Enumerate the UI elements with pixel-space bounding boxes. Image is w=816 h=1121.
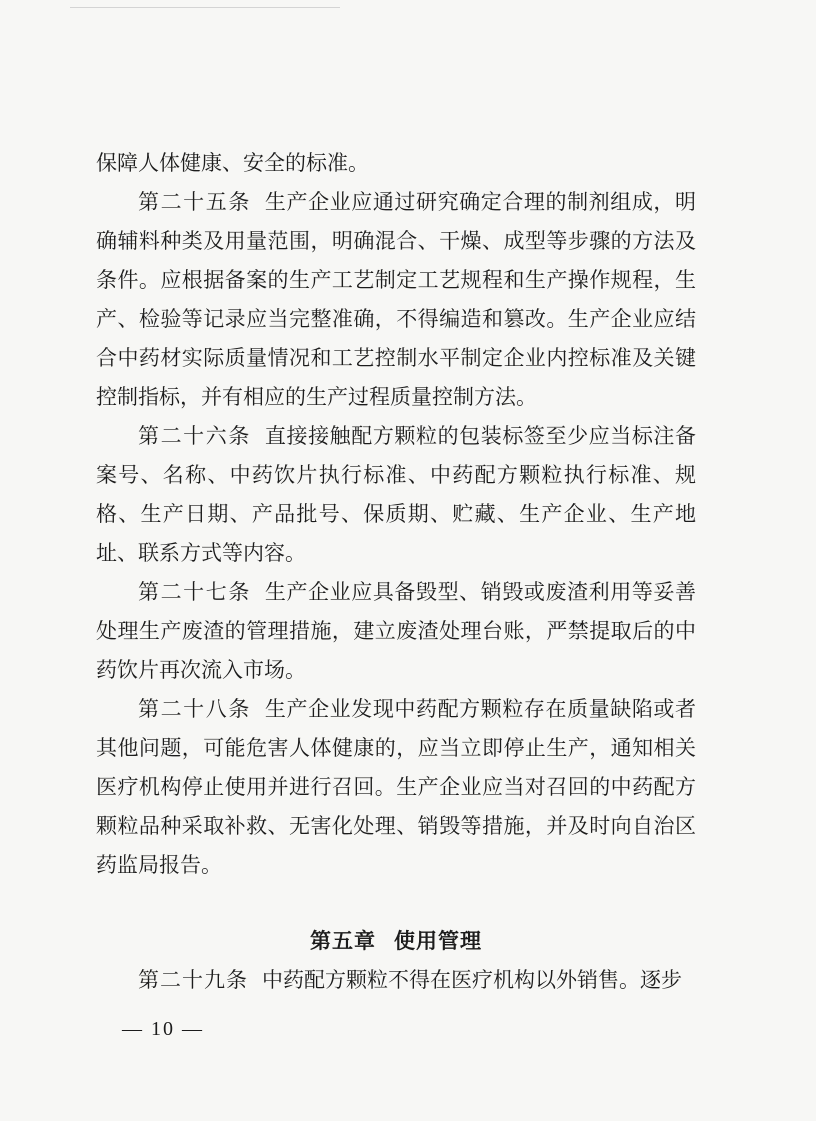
article-25 bbox=[96, 183, 696, 417]
article-28 bbox=[96, 690, 696, 885]
chapter-heading bbox=[96, 922, 696, 961]
article-title: 第二十六条 bbox=[138, 424, 251, 448]
article-text: 生产企业应具备毁型、销毁或废渣利用等妥善处理生产废渣的管理措施，建立废渣处理台账，严禁提取后的中药饮片再次流入市场。 bbox=[96, 580, 697, 682]
article-title: 第二十七条 bbox=[138, 580, 251, 604]
article-29 bbox=[96, 961, 696, 1000]
document-page bbox=[96, 144, 696, 1000]
article-title: 第二十五条 bbox=[138, 190, 251, 214]
article-title: 第二十八条 bbox=[138, 697, 251, 721]
chapter-name: 使用管理 bbox=[394, 929, 482, 953]
article-text: 直接接触配方颗粒的包装标签至少应当标注备案号、名称、中药饮片执行标准、中药配方颗粒执行标准、规格、生产日期、产品批号、保质期、贮藏、生产企业、生产地址、联系方式等内容。 bbox=[96, 424, 697, 565]
intro-line: 保障人体健康、安全的标准。 bbox=[96, 151, 369, 175]
scan-edge-line bbox=[70, 7, 340, 8]
article-text: 中药配方颗粒不得在医疗机构以外销售。逐步 bbox=[262, 968, 682, 992]
article-text: 生产企业应通过研究确定合理的制剂组成，明确辅料种类及用量范围，明确混合、干燥、成型等步骤的方法及条件。应根据备案的生产工艺制定工艺规程和生产操作规程，生产、检验等记录应当完整准确，不得编造和篡改。生产企业应结合中药材实际质量情况和工艺控制水平制定企业内控标准及关键控制指标，并有相应的生产过程质量控制方法。 bbox=[96, 190, 697, 409]
article-26 bbox=[96, 417, 696, 573]
article-27 bbox=[96, 573, 696, 690]
article-text: 生产企业发现中药配方颗粒存在质量缺陷或者其他问题，可能危害人体健康的，应当立即停止生产，通知相关医疗机构停止使用并进行召回。生产企业应当对召回的中药配方颗粒品种采取补救、无害化处理、销毁等措施，并及时向自治区药监局报告。 bbox=[96, 697, 697, 877]
page-number: — 10 — bbox=[122, 1018, 204, 1040]
chapter-number: 第五章 bbox=[310, 929, 376, 953]
article-title: 第二十九条 bbox=[138, 968, 248, 992]
